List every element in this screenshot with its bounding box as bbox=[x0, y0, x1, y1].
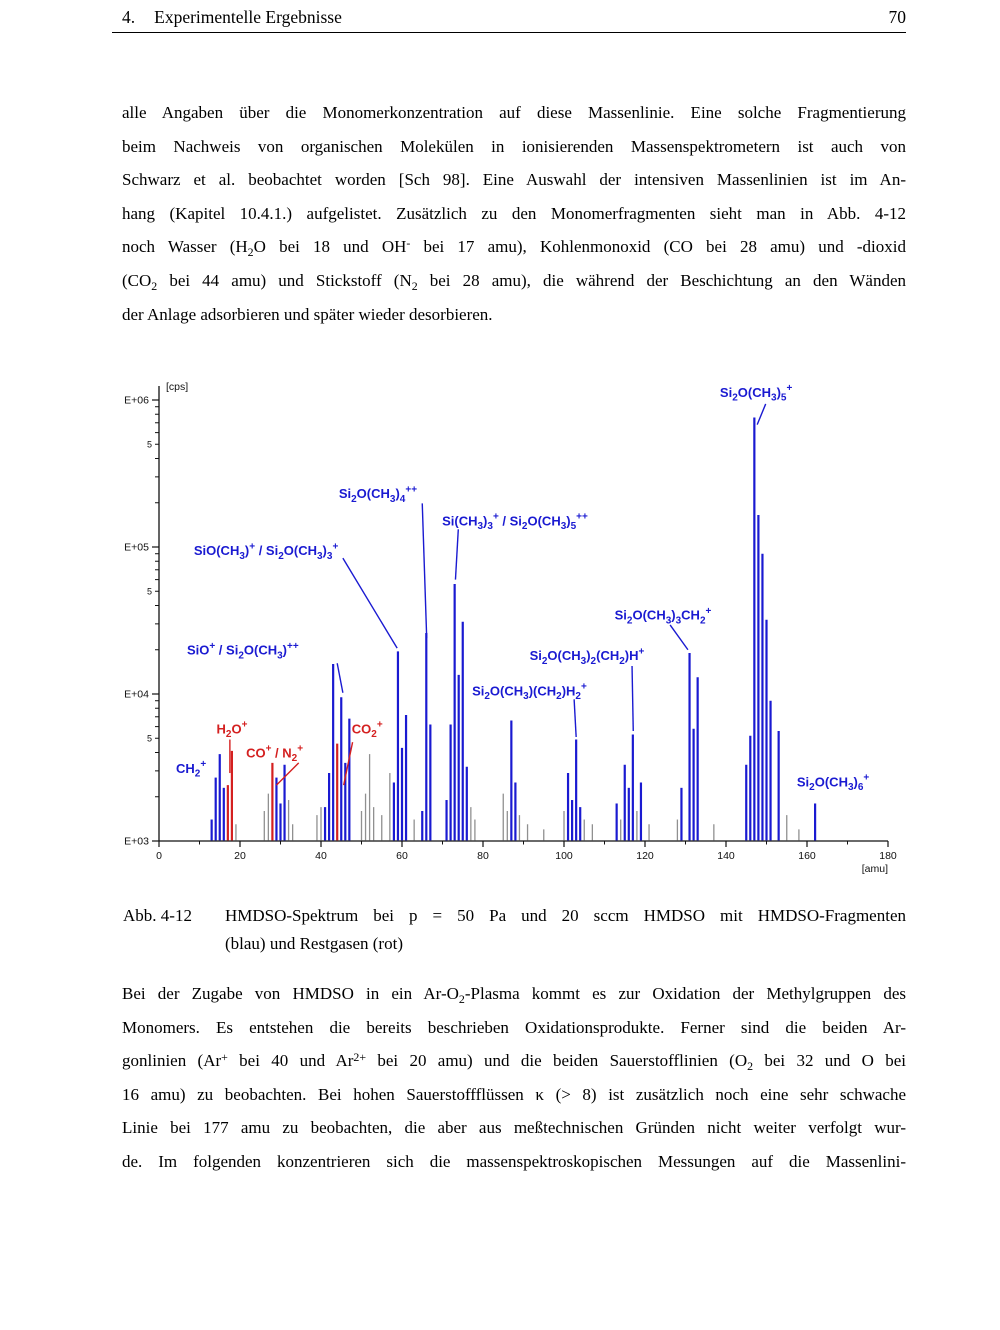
text-line: de. Im folgenden konzentrieren sich die massenspektroskopischen Messungen auf die Massenlini- bbox=[122, 1151, 906, 1171]
text-line: der Anlage adsorbieren und später wieder desorbieren. bbox=[122, 304, 493, 324]
svg-text:Si2O(CH3)3CH2+: $Si_2O(CH_3)_3CH_2^+$ bbox=[614, 605, 712, 627]
svg-text:60: 60 bbox=[396, 850, 408, 862]
x-axis bbox=[156, 841, 897, 875]
svg-text:H2O+: $H_2O^+$ bbox=[216, 719, 248, 740]
text-line: Linie bei 177 amu zu beobachten, die aber aus meßtechnischen Gründen nicht weiter verfolgt wur- bbox=[122, 1118, 906, 1138]
header-rule bbox=[112, 32, 906, 33]
text-line: Bei der Zugabe von HMDSO in ein $Ar-O_2$-Plasma kommt es zur Oxidation der Methylgruppen des bbox=[122, 984, 906, 1006]
svg-text:Si2O(CH3)2(CH2)H+: $Si_2O(CH_3)_2(CH_2)H^+$ bbox=[529, 646, 645, 667]
text-line: noch Wasser ($H_2O$ bei 18 und OH- bei 17 amu), Kohlenmonoxid (CO bei 28 amu) und -dioxid bbox=[122, 236, 906, 259]
svg-text:Si2O(CH3)4++: $Si_2O(CH_3)_4^{++}$ bbox=[338, 484, 418, 505]
svg-text:SiO+ / Si2O(CH3)++: $SiO^+ / Si_2O(CH_3)^{++}$ bbox=[186, 640, 299, 662]
text-line: gonlinien (Ar+ bei 40 und $Ar^{2+}$ bei 20 amu) und die beiden Sauerstofflinien ($O_2$ bei 32 und O bei bbox=[122, 1049, 906, 1073]
text-line: 16 amu) zu beobachten. Bei hohen Sauerstoffflüssen κ (> 8) ist zusätzlich noch eine sehr schwache bbox=[122, 1084, 906, 1104]
svg-text:Si2O(CH3)6+: $Si_2O(CH_3)_6^+$ bbox=[796, 772, 870, 794]
svg-text:E+05: E+05 bbox=[124, 541, 149, 554]
svg-text:5: 5 bbox=[146, 586, 152, 597]
paragraph-2 bbox=[122, 977, 906, 1179]
svg-text:E+06: E+06 bbox=[124, 394, 149, 407]
svg-text:120: 120 bbox=[636, 850, 654, 862]
figure-4-12 bbox=[112, 366, 902, 882]
page-header bbox=[122, 7, 906, 28]
svg-text:Si2O(CH3)(CH2)H2+: $Si_2O(CH_3)(CH_2)H_2^+$ bbox=[472, 681, 587, 702]
svg-text:20: 20 bbox=[234, 850, 246, 862]
svg-text:CH2+: $CH_2^+$ bbox=[176, 759, 207, 780]
caption-text bbox=[225, 902, 906, 957]
svg-text:E+04: E+04 bbox=[124, 688, 149, 701]
section-heading bbox=[122, 7, 342, 28]
text-line: hang (Kapitel 10.4.1.) aufgelistet. Zusätzlich zu den Monomerfragmenten sieht man in Abb. 4-12 bbox=[122, 203, 906, 223]
text-line: HMDSO-Spektrum bei p = 50 Pa und 20 sccm HMDSO mit HMDSO-Fragmenten bbox=[225, 906, 906, 925]
svg-text:CO2+: $CO_2^+$ bbox=[351, 719, 383, 740]
page-number: 70 bbox=[888, 7, 906, 27]
text-line: Monomers. Es entstehen die bereits beschrieben Oxidationsprodukte. Ferner sind die beiden Ar- bbox=[122, 1017, 906, 1037]
section-number: 4. bbox=[122, 7, 136, 27]
svg-text:Si2O(CH3)5+: $Si_2O(CH_3)_5^+$ bbox=[719, 383, 793, 404]
svg-text:80: 80 bbox=[477, 850, 489, 862]
paragraph-1 bbox=[122, 96, 906, 331]
series-sonstige bbox=[236, 754, 799, 840]
mass-spectrum-chart bbox=[112, 366, 902, 882]
series-HMDSO-Fragmente bbox=[212, 418, 815, 841]
text-line: (blau) und Restgasen (rot) bbox=[225, 933, 403, 953]
svg-text:[cps]: [cps] bbox=[166, 381, 189, 393]
text-line: alle Angaben über die Monomerkonzentration auf diese Massenlinie. Eine solche Fragmentierung bbox=[122, 103, 906, 122]
svg-text:5: 5 bbox=[146, 733, 152, 744]
svg-text:CO+ / N2+: $CO^+ / N_2^+$ bbox=[246, 743, 304, 765]
text-line: beim Nachweis von organischen Molekülen in ionisierenden Massenspektrometern ist auch von bbox=[122, 136, 906, 156]
svg-text:100: 100 bbox=[555, 850, 573, 862]
svg-text:160: 160 bbox=[798, 850, 816, 862]
svg-text:E+03: E+03 bbox=[124, 835, 149, 848]
text-line: ($CO_2$ bei 44 amu) und Stickstoff ($N_2$ bei 28 amu), die während der Beschichtung an den Wänden bbox=[122, 270, 906, 293]
svg-text:SiO(CH3)+ / Si2O(CH3)3+: $SiO(CH_3)^+ / Si_2O(CH_3)_3^+$ bbox=[193, 541, 339, 562]
text-line: Schwarz et al. beobachtet worden [Sch 98]. Eine Auswahl der intensiven Massenlinien ist im An- bbox=[122, 170, 906, 190]
svg-text:Si(CH3)3+ / Si2O(CH3)5++: $Si(CH_3)_3^+ / Si_2O(CH_3)_5^{++}$ bbox=[442, 511, 588, 533]
section-title: Experimentelle Ergebnisse bbox=[154, 7, 342, 27]
svg-text:5: 5 bbox=[146, 439, 152, 450]
svg-text:[amu]: [amu] bbox=[861, 863, 888, 875]
svg-text:180: 180 bbox=[879, 850, 897, 862]
svg-text:40: 40 bbox=[315, 850, 327, 862]
figure-caption bbox=[122, 902, 906, 957]
svg-text:140: 140 bbox=[717, 850, 735, 862]
y-axis bbox=[124, 381, 188, 848]
svg-text:0: 0 bbox=[156, 850, 162, 862]
caption-label: Abb. 4-12 bbox=[123, 906, 192, 925]
